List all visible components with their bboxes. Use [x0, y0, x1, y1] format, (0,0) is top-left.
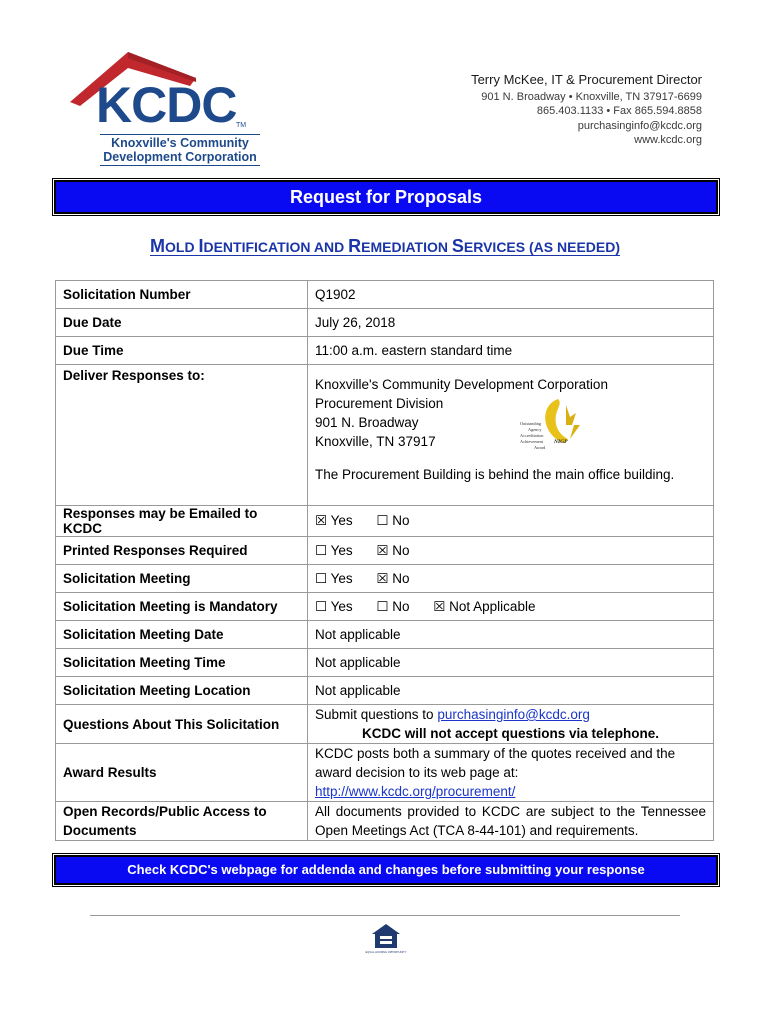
logo-trademark: TM [236, 122, 247, 129]
row-label: Due Date [56, 309, 308, 337]
table-row [56, 649, 714, 677]
award-cell [308, 744, 714, 802]
questions-cell [308, 705, 714, 744]
svg-text:Accreditation: Accreditation [520, 433, 544, 438]
table-row [56, 593, 714, 621]
kcdc-logo [66, 48, 256, 168]
table-row [56, 565, 714, 593]
mandatory-yes-checkbox[interactable]: ☐ Yes [315, 598, 353, 614]
svg-text:Achievement: Achievement [520, 439, 543, 444]
contact-phone: 865.403.1133 • Fax 865.594.8858 [536, 105, 702, 117]
table-row [56, 281, 714, 309]
mandatory-na-checkbox[interactable]: ☒ Not Applicable [433, 598, 536, 614]
questions-email-link[interactable]: purchasinginfo@kcdc.org [437, 707, 590, 722]
logo-sub-line2: Development Corporation [103, 150, 257, 164]
meeting-yes-checkbox[interactable]: ☐ Yes [315, 570, 353, 586]
solicitation-number-value: Q1902 [308, 281, 714, 309]
row-label: Solicitation Meeting Date [56, 621, 308, 649]
deliver-line: Knoxville's Community Development Corporation [315, 377, 608, 392]
document-title: MOLD IDENTIFICATION AND REMEDIATION SERVICES (AS NEEDED) [150, 236, 620, 256]
table-row [56, 621, 714, 649]
emailed-yes-checkbox[interactable]: ☒ Yes [315, 513, 353, 528]
rfp-banner: Request for Proposals [54, 180, 718, 214]
deliver-address-cell [308, 365, 714, 506]
solicitation-table [55, 280, 714, 841]
mandatory-no-checkbox[interactable]: ☐ No [376, 598, 410, 614]
printed-no-checkbox[interactable]: ☒ No [376, 542, 410, 558]
meeting-no-checkbox[interactable]: ☒ No [376, 570, 410, 586]
table-row [56, 506, 714, 537]
logo-sub-line1: Knoxville's Community [111, 136, 249, 150]
contact-address: 901 N. Broadway • Knoxville, TN 37917-6699 [481, 90, 702, 103]
table-row [56, 744, 714, 802]
svg-text:Award: Award [534, 445, 546, 450]
row-label: Solicitation Meeting [56, 565, 308, 593]
questions-note: KCDC will not accept questions via telephone. [361, 726, 660, 741]
contact-email[interactable]: purchasinginfo@kcdc.org [577, 119, 702, 132]
table-row [56, 802, 714, 841]
meeting-time-value: Not applicable [308, 649, 714, 677]
meeting-location-value: Not applicable [308, 677, 714, 705]
table-row [56, 537, 714, 565]
director-name: Terry McKee, IT & Procurement Director [471, 72, 702, 87]
logo-subtitle [100, 134, 260, 166]
row-label: Due Time [56, 337, 308, 365]
procurement-link[interactable]: http://www.kcdc.org/procurement/ [315, 784, 516, 799]
mandatory-options [308, 593, 714, 621]
table-row [56, 309, 714, 337]
due-time-value: 11:00 a.m. eastern standard time [308, 337, 714, 365]
row-label: Solicitation Meeting Time [56, 649, 308, 677]
contact-website[interactable]: www.kcdc.org [634, 134, 702, 146]
deliver-line: Procurement Division [315, 396, 444, 411]
svg-text:Agency: Agency [528, 427, 542, 432]
row-label: Solicitation Meeting is Mandatory [56, 593, 308, 621]
deliver-line: 901 N. Broadway [315, 415, 419, 430]
row-label: Solicitation Meeting Location [56, 677, 308, 705]
questions-line: Submit questions to purchasinginfo@kcdc.org [315, 707, 590, 722]
row-label: Award Results [56, 744, 308, 802]
svg-text:NIGP: NIGP [554, 439, 568, 445]
row-label: Open Records/Public Access to Documents [56, 802, 308, 841]
printed-options [308, 537, 714, 565]
nigp-award-icon [518, 395, 594, 463]
meeting-date-value: Not applicable [308, 621, 714, 649]
logo-wordmark: KCDC [96, 77, 237, 133]
deliver-note: The Procurement Building is behind the main office building. [315, 467, 675, 482]
row-label: Responses may be Emailed to KCDC [56, 506, 308, 537]
addenda-banner: Check KCDC's webpage for addenda and changes before submitting your response [54, 855, 718, 885]
row-label: Questions About This Solicitation [56, 705, 308, 744]
award-text: KCDC posts both a summary of the quotes received and the award decision to its web page at: [315, 746, 676, 780]
meeting-options [308, 565, 714, 593]
emailed-options [308, 506, 714, 537]
table-row [56, 365, 714, 506]
row-label: Solicitation Number [56, 281, 308, 309]
deliver-line: Knoxville, TN 37917 [315, 434, 436, 449]
records-text: All documents provided to KCDC are subject to the Tennessee Open Meetings Act (TCA 8-44-101) and requirements. [308, 802, 714, 841]
table-row [56, 677, 714, 705]
table-row [56, 337, 714, 365]
svg-text:Outstanding: Outstanding [520, 421, 542, 426]
row-label: Printed Responses Required [56, 537, 308, 565]
contact-block [471, 73, 702, 148]
table-row [56, 705, 714, 744]
printed-yes-checkbox[interactable]: ☐ Yes [315, 542, 353, 558]
emailed-no-checkbox[interactable]: ☐ No [376, 513, 410, 528]
svg-text:EQUAL HOUSING OPPORTUNITY: EQUAL HOUSING OPPORTUNITY [365, 951, 407, 954]
equal-housing-icon [365, 922, 407, 958]
row-label: Deliver Responses to: [56, 365, 308, 506]
footer-divider [90, 915, 680, 916]
due-date-value: July 26, 2018 [308, 309, 714, 337]
